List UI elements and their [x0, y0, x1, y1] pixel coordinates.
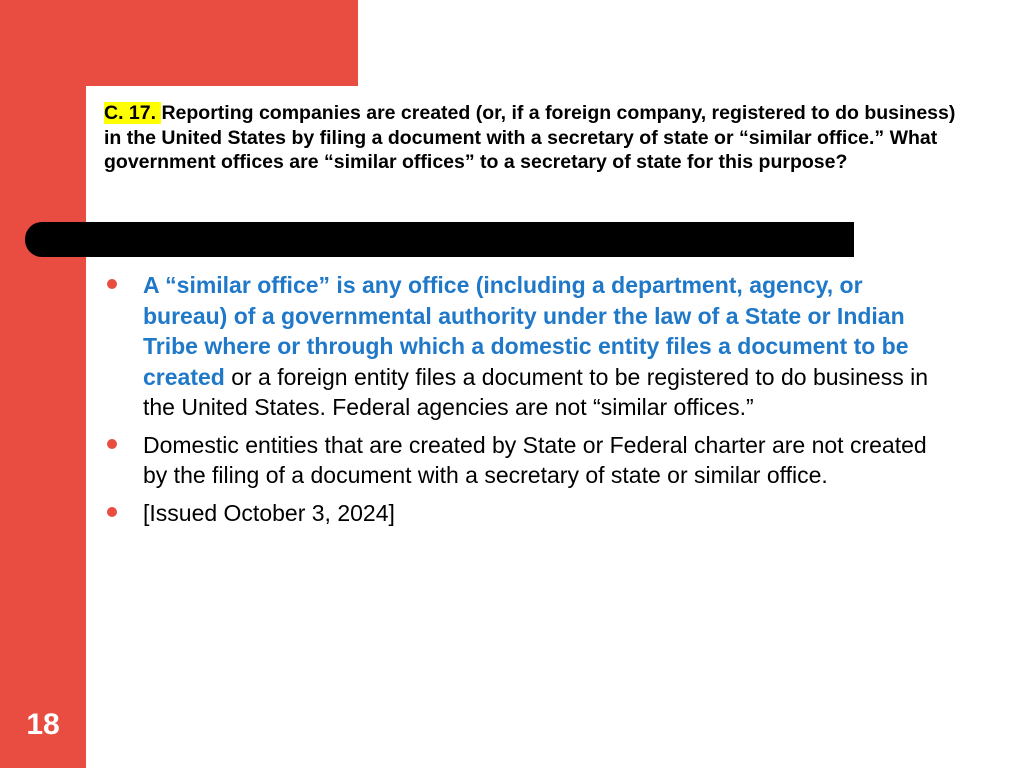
bullet-item: [107, 430, 947, 491]
bullet-text: [Issued October 3, 2024]: [143, 499, 395, 526]
bullet-icon: [107, 439, 117, 449]
question-text: Reporting companies are created (or, if a foreign company, registered to do business) in the United States by filing a document with a secretary of state or “similar office.” What government offices are “similar offices” to a secretary of state for this purpose?: [104, 102, 956, 173]
answer-list: [107, 270, 947, 535]
bullet-highlight: A “similar office” is any office (including a department, agency, or bureau) of a governmental authority under the law of a State or Indian Tribe where or through which a domestic entity files a document to be created: [143, 272, 909, 390]
page-number: 18: [26, 708, 60, 741]
question-number: C. 17.: [104, 102, 162, 124]
bullet-item: [107, 270, 947, 423]
bullet-text: Domestic entities that are created by State or Federal charter are not created by the filing of a document with a secretary of state or similar office.: [143, 431, 927, 488]
bullet-icon: [107, 507, 117, 517]
bullet-text: or a foreign entity files a document to be registered to do business in the United States. Federal agencies are not “similar offices.”: [143, 363, 929, 420]
divider-bar: [25, 222, 854, 257]
red-sidebar: [0, 0, 86, 768]
bullet-icon: [107, 279, 117, 289]
bullet-item: [107, 498, 947, 529]
slide-title: [104, 101, 974, 175]
